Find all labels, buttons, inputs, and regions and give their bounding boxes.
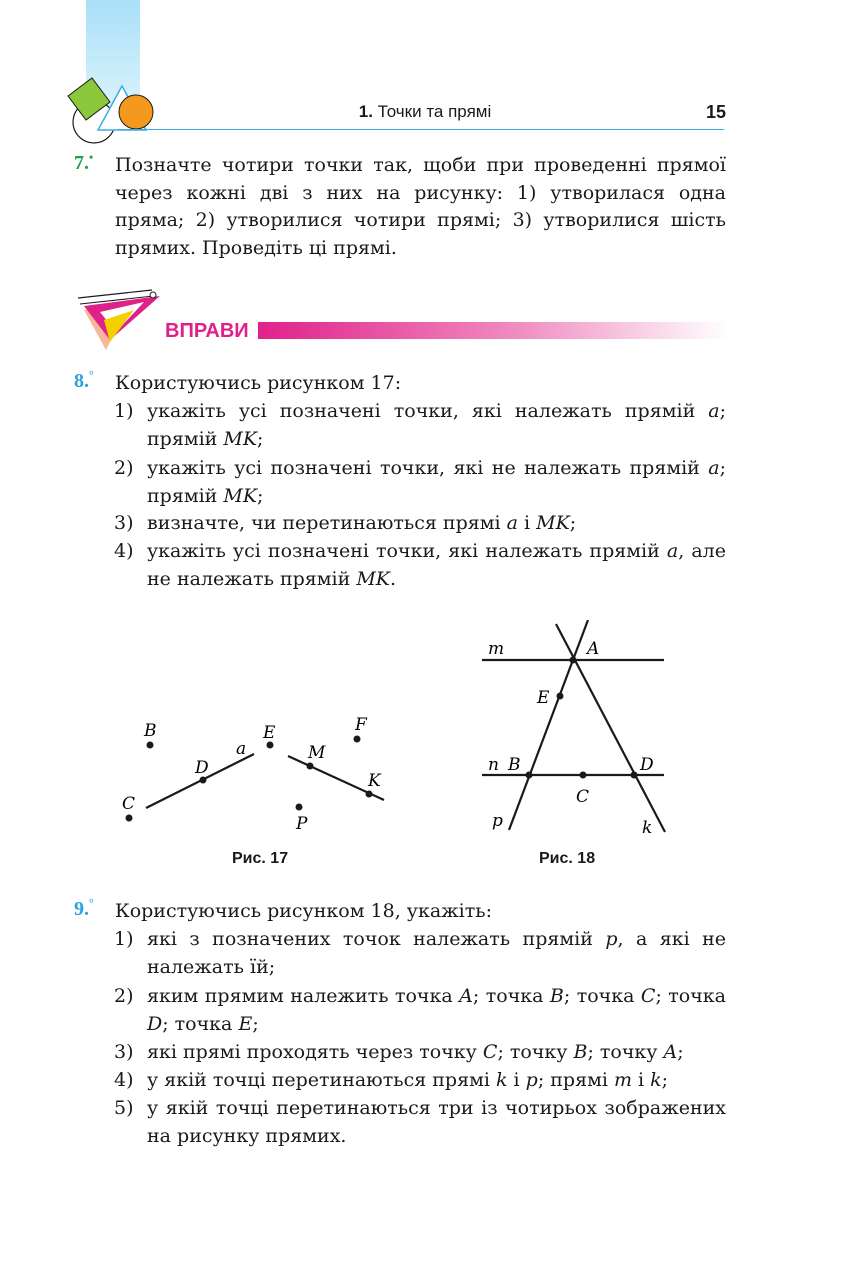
label-k: k — [642, 818, 653, 838]
item-var: MK — [536, 512, 570, 534]
item-text: ; — [257, 484, 264, 507]
item-text: укажіть усі позначені точки, які належать прямій — [147, 540, 667, 562]
item-var: A — [663, 1041, 678, 1063]
label-m: M — [308, 743, 326, 763]
task9-item-5 — [114, 1095, 726, 1150]
label-k: K — [368, 771, 381, 791]
item-var: k — [650, 1069, 662, 1091]
task8-item-1 — [114, 398, 726, 453]
page-number: 15 — [705, 102, 726, 122]
figure-17 — [110, 700, 410, 840]
item-text: визначте, чи перетинаються прямі — [147, 512, 507, 534]
item-text: ; точку — [497, 1041, 574, 1063]
item-text: укажіть усі позначені точки, які не належать прямій — [147, 457, 709, 479]
item-var: MK — [223, 484, 258, 507]
item-var: C — [482, 1041, 498, 1063]
item-var: k — [495, 1069, 508, 1091]
item-label: 1) — [114, 400, 134, 422]
task9-number-text: 9. — [74, 898, 89, 920]
label-a: A — [587, 639, 600, 659]
item-var: p — [605, 928, 618, 950]
item-var: a — [708, 457, 720, 479]
item-var: a — [506, 512, 518, 534]
section-title: ВПРАВИ — [165, 320, 249, 342]
item-var: B — [573, 1041, 588, 1063]
point-m — [307, 763, 314, 770]
item-text: і — [507, 1069, 526, 1091]
item-label: 2) — [114, 985, 134, 1007]
item-label: 2) — [114, 457, 134, 479]
label-d: D — [195, 758, 209, 778]
item-text: яким прямим належить точка — [147, 985, 460, 1007]
task8-number — [74, 370, 94, 393]
point-f — [354, 736, 361, 743]
task7-number-text: 7. — [74, 152, 89, 174]
item-text: ; точку — [587, 1041, 664, 1063]
item-text: ; прямій — [147, 400, 726, 450]
label-e: E — [263, 723, 276, 743]
task7-mark: • — [89, 150, 94, 164]
item-var: A — [459, 985, 473, 1007]
item-text: які прямі проходять через точку — [147, 1041, 483, 1063]
task8-item-4 — [114, 538, 726, 593]
item-text: у якій точці перетинаються прямі — [147, 1069, 496, 1091]
item-text: укажіть усі позначені точки, які належать прямій — [147, 400, 709, 422]
item-text: ; точка — [655, 985, 727, 1007]
item-var: a — [708, 400, 720, 422]
item-var: B — [549, 985, 564, 1007]
task9-number — [74, 898, 94, 921]
task9-item-4 — [114, 1067, 726, 1095]
item-text: ; — [677, 1041, 684, 1063]
label-c: C — [122, 794, 136, 814]
label-a: a — [236, 739, 247, 759]
point-c — [126, 815, 133, 822]
item-text: у якій точці перетинаються три із чотирьох зображених на рисунку прямих. — [147, 1097, 726, 1147]
task9-item-1 — [114, 926, 726, 981]
label-p: p — [492, 811, 503, 831]
task7-number — [74, 152, 93, 175]
item-label: 1) — [114, 928, 134, 950]
item-label: 3) — [114, 1041, 134, 1063]
item-text: . — [389, 567, 397, 590]
item-text: ; точка — [472, 985, 550, 1007]
item-text: і — [517, 512, 537, 534]
header-rule — [118, 129, 724, 130]
chapter-number: 1. — [358, 102, 373, 121]
task8-mark: ° — [89, 368, 94, 382]
label-e: E — [537, 688, 550, 708]
task8-intro: Користуючись рисунком 17: — [115, 372, 402, 394]
task9-item-2 — [114, 983, 727, 1038]
line-k — [556, 624, 665, 832]
point-b — [147, 742, 154, 749]
point-p — [296, 804, 303, 811]
point-b — [526, 772, 533, 779]
figure-18 — [480, 620, 680, 840]
task8-number-text: 8. — [74, 370, 89, 392]
item-var: m — [613, 1069, 632, 1091]
chapter-title: Точки та прямі — [377, 102, 492, 121]
item-text: ; прямій — [147, 457, 726, 507]
item-label: 5) — [114, 1097, 134, 1119]
item-var: C — [640, 985, 656, 1007]
label-d: D — [640, 755, 654, 775]
label-m: m — [488, 639, 505, 659]
item-text: ; прямі — [537, 1069, 614, 1091]
item-text: , а які не належать їй; — [147, 928, 726, 978]
label-b: B — [144, 721, 157, 741]
label-c: C — [576, 787, 590, 807]
item-text: які з позначених точок належать прямій — [147, 928, 606, 950]
section-title-bar — [258, 322, 728, 339]
item-var: E — [238, 1012, 253, 1035]
item-text: ; — [252, 1012, 259, 1035]
item-text: ; точка — [563, 985, 641, 1007]
task9-mark: ° — [89, 896, 94, 910]
task9-intro: Користуючись рисунком 18, укажіть: — [115, 900, 492, 922]
point-d — [631, 772, 638, 779]
item-var: p — [525, 1069, 538, 1091]
item-text: , але не належать прямій — [147, 540, 726, 590]
item-text: ; точка — [162, 1012, 239, 1035]
ruler-triangle-icon — [70, 284, 165, 352]
label-p: P — [296, 814, 308, 834]
item-label: 3) — [114, 512, 134, 534]
item-var: D — [147, 1012, 163, 1035]
label-f: F — [355, 715, 367, 735]
item-text: ; — [569, 512, 577, 534]
task7-text: Позначте чотири точки так, щоби при проведенні прямої через кожні дві з них на рисунку: 1) утворилася одна пряма; 2) утворилися чотири прямі; 3) утворилися шість прямих. Проведіть ці прямі. — [115, 154, 726, 259]
item-label: 4) — [114, 1069, 134, 1091]
figure-18-caption: Рис. 18 — [539, 850, 596, 867]
point-c — [580, 772, 587, 779]
label-n: n — [488, 755, 499, 775]
item-var: MK — [223, 427, 258, 450]
point-a — [570, 657, 577, 664]
point-k — [366, 791, 373, 798]
item-text: ; — [257, 427, 264, 450]
item-label: 4) — [114, 540, 134, 562]
item-text: і — [632, 1069, 651, 1091]
item-var: MK — [356, 567, 390, 590]
item-var: a — [666, 540, 679, 562]
point-e — [557, 693, 564, 700]
task8-item-3 — [114, 510, 726, 538]
label-b: B — [508, 755, 521, 775]
item-text: ; — [661, 1069, 669, 1091]
task9-item-3 — [114, 1039, 726, 1067]
task8-item-2 — [114, 455, 726, 510]
figure-17-caption: Рис. 17 — [232, 850, 289, 867]
